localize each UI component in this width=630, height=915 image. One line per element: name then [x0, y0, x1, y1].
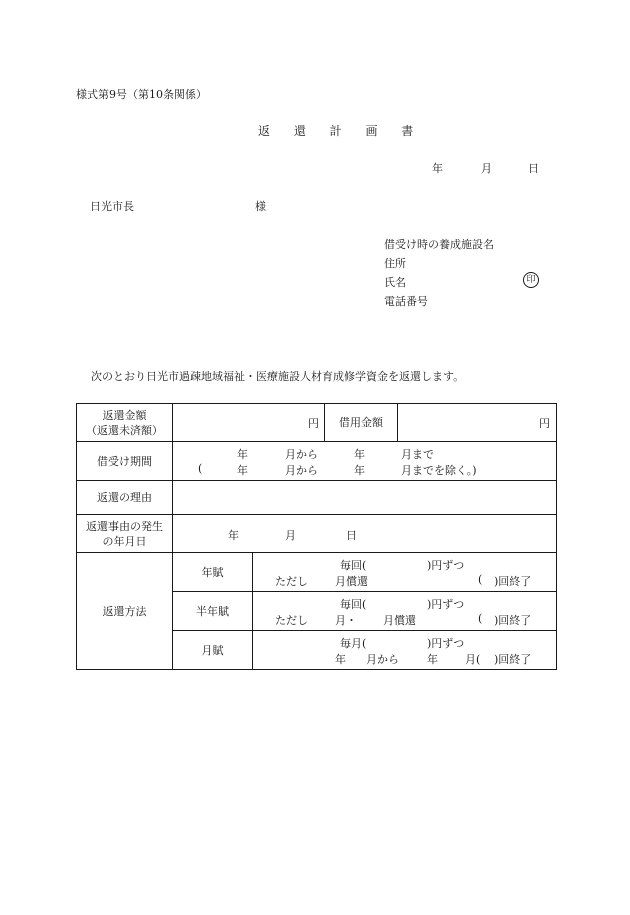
semiannual-label: 半年賦 [173, 592, 253, 631]
reason-label: 返還の理由 [77, 481, 173, 515]
phone-label: 電話番号 [384, 295, 428, 308]
name-label: 氏名 [384, 276, 406, 289]
repay-amount-label: 返還金額 （返還未済額） [77, 404, 173, 442]
occurrence-date-label: 返還事由の発生 の年月日 [77, 515, 173, 553]
loan-period-field[interactable]: 年 月から 年 月まで ( 年 月から 年 月までを除く。) [173, 442, 557, 481]
loan-period-label: 借受け期間 [77, 442, 173, 481]
seal-icon: 印 [523, 272, 539, 288]
applicant-block [384, 235, 494, 311]
date-day-label: 日 [528, 162, 539, 175]
annual-label: 年賦 [173, 553, 253, 592]
loan-amount-label: 借用金額 [325, 404, 398, 442]
page-title: 返 還 計 画 書 [258, 124, 424, 138]
monthly-label: 月賦 [173, 631, 253, 670]
table-row [77, 481, 557, 515]
semiannual-method-field[interactable]: 毎回( )円ずつ ただし 月・ 月償還 ( )回終了 [253, 592, 557, 631]
table-row [77, 442, 557, 481]
yen-unit: 円 [539, 417, 550, 430]
addressee-name: 日光市長 [90, 200, 134, 213]
repayment-table [76, 403, 557, 670]
date-year-label: 年 [432, 162, 443, 175]
repay-method-label: 返還方法 [77, 553, 173, 670]
date-month-label: 月 [481, 162, 492, 175]
addressee-honorific: 様 [255, 200, 266, 213]
monthly-method-field[interactable]: 毎月( )円ずつ 年 月から 年 月( )回終了 [253, 631, 557, 670]
occurrence-date-field[interactable]: 年 月 日 [173, 515, 557, 553]
address-label: 住所 [384, 257, 406, 270]
reason-field[interactable] [173, 481, 557, 515]
table-row [77, 515, 557, 553]
intro-text: 次のとおり日光市過疎地域福祉・医療施設人材育成修学資金を返還します。 [91, 370, 465, 383]
table-row [77, 553, 557, 592]
loan-amount-field[interactable] [398, 404, 557, 442]
facility-label: 借受け時の養成施設名 [384, 238, 494, 251]
table-row [77, 404, 557, 442]
yen-unit: 円 [308, 417, 319, 430]
annual-method-field[interactable]: 毎回( )円ずつ ただし 月償還 ( )回終了 [253, 553, 557, 592]
form-number: 様式第9号（第10条関係） [76, 88, 207, 101]
repay-amount-field[interactable] [173, 404, 325, 442]
